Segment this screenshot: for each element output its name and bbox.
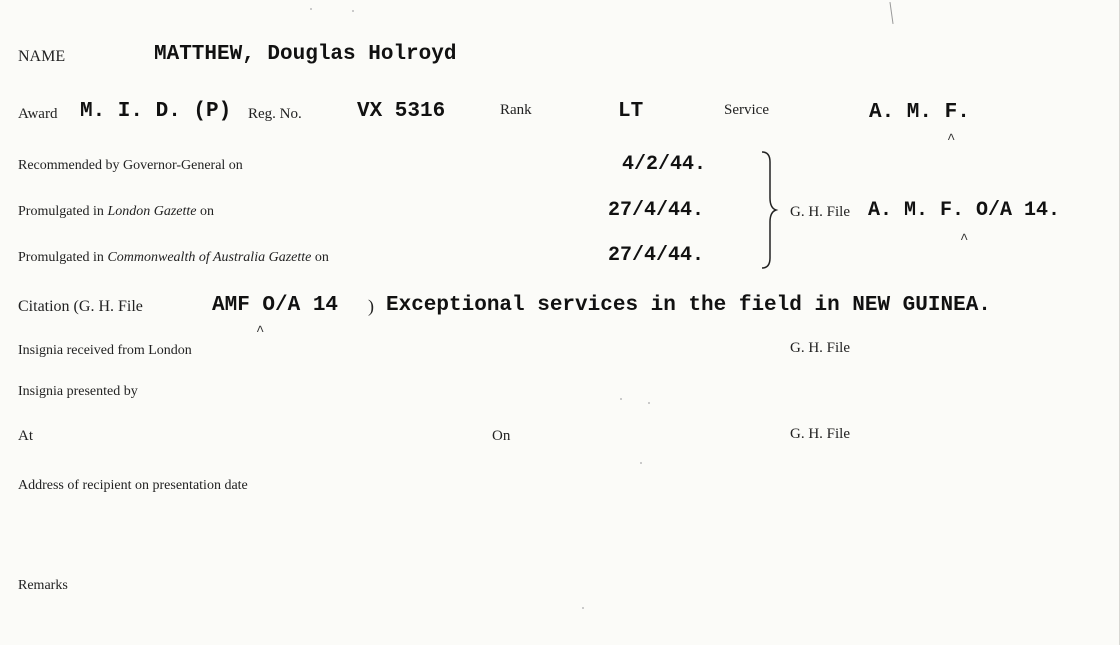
citation-label: Citation (G. H. File xyxy=(18,298,143,315)
recommended-label: Recommended by Governor-General on xyxy=(18,158,243,173)
rank-label: Rank xyxy=(500,102,532,118)
gh-file-label: G. H. File xyxy=(790,204,850,220)
name-value: MATTHEW, Douglas Holroyd xyxy=(154,43,457,66)
service-value: A. M. F. xyxy=(869,101,970,124)
london-gazette-date: 27/4/44. xyxy=(608,199,705,222)
recommended-date: 4/2/44. xyxy=(622,153,707,176)
london-gazette-label: Promulgated in London Gazette on xyxy=(18,204,214,219)
caret-mark: ^ xyxy=(256,324,265,340)
citation-text: Exceptional services in the field in NEW GUINEA. xyxy=(386,294,991,317)
commonwealth-gazette-label: Promulgated in Commonwealth of Australia Gazette on xyxy=(18,250,329,265)
citation-file-value: AMF O/A 14 xyxy=(212,294,339,317)
rank-value: LT xyxy=(618,100,644,123)
scan-speck xyxy=(648,402,650,404)
scan-speck xyxy=(640,462,642,464)
regno-label: Reg. No. xyxy=(248,106,302,122)
gh-file-value: A. M. F. O/A 14. xyxy=(868,199,1061,222)
at-label: At xyxy=(18,428,33,444)
scan-speck xyxy=(582,607,584,609)
award-value: M. I. D. (P) xyxy=(80,100,232,123)
insignia-received-gh-file-label: G. H. File xyxy=(790,340,850,356)
name-label: NAME xyxy=(18,48,66,65)
brace-mark xyxy=(752,150,782,270)
scan-speck xyxy=(310,8,312,10)
address-label: Address of recipient on presentation date xyxy=(18,478,248,493)
caret-mark: ^ xyxy=(960,232,969,248)
scan-mark xyxy=(889,2,893,24)
scan-speck xyxy=(352,10,354,12)
remarks-label: Remarks xyxy=(18,578,68,593)
citation-close-paren: ) xyxy=(368,296,374,316)
at-gh-file-label: G. H. File xyxy=(790,426,850,442)
caret-mark: ^ xyxy=(947,132,956,148)
service-label: Service xyxy=(724,102,769,118)
on-label: On xyxy=(492,428,511,444)
award-label: Award xyxy=(18,106,58,122)
scan-speck xyxy=(620,398,622,400)
regno-value: VX 5316 xyxy=(357,100,446,123)
insignia-received-label: Insignia received from London xyxy=(18,343,192,358)
commonwealth-gazette-date: 27/4/44. xyxy=(608,244,705,267)
insignia-presented-label: Insignia presented by xyxy=(18,384,138,399)
